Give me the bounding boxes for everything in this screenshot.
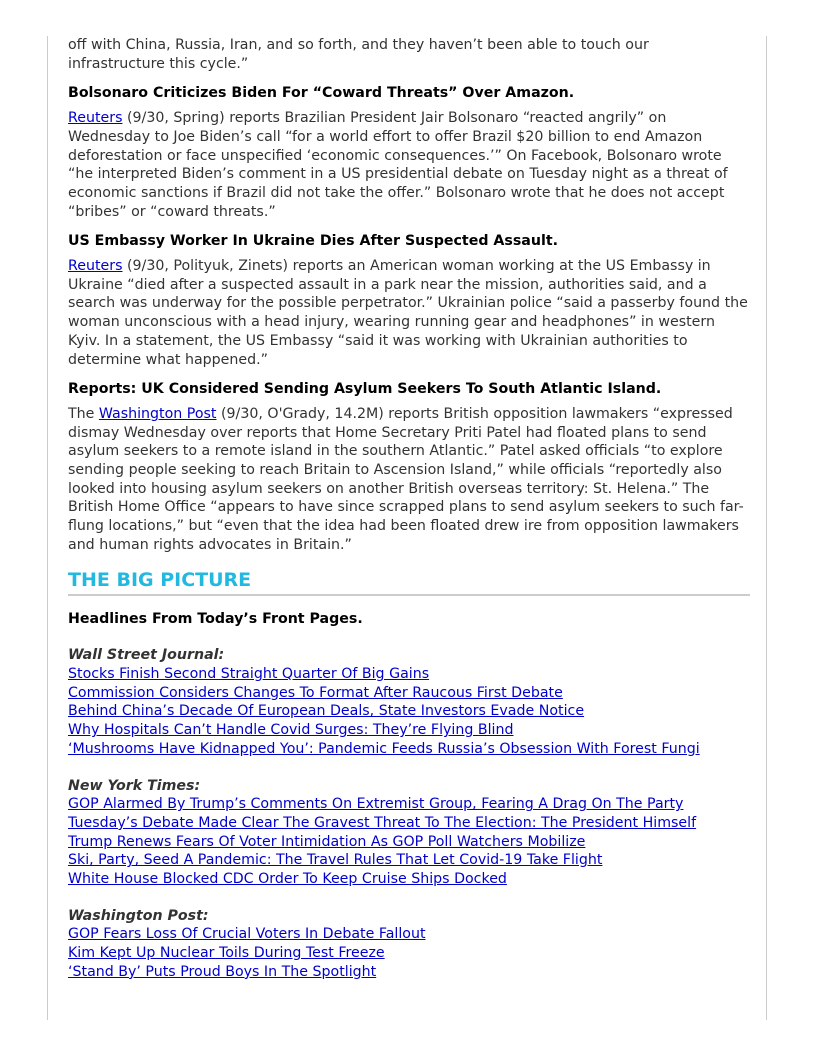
article-headline: Reports: UK Considered Sending Asylum Seekers To South Atlantic Island. [68, 381, 662, 398]
article-body [68, 405, 750, 555]
front-page-link[interactable]: Ski, Party, Seed A Pandemic: The Travel Rules That Let Covid-19 Take Flight [68, 852, 603, 869]
intro-paragraph-tail: off with China, Russia, Iran, and so forth, and they haven’t been able to touch our infrastructure this cycle.” [68, 37, 649, 72]
headline-group-wapo [68, 907, 750, 982]
article-prefix: The [68, 405, 99, 422]
article [68, 84, 750, 221]
section-subhead: Headlines From Today’s Front Pages. [68, 610, 363, 627]
front-page-link[interactable]: White House Blocked CDC Order To Keep Cruise Ships Docked [68, 871, 507, 888]
front-page-link[interactable]: Stocks Finish Second Straight Quarter Of Big Gains [68, 665, 430, 682]
headline-group-wsj [68, 646, 750, 758]
front-page-link[interactable]: Trump Renews Fears Of Voter Intimidation As GOP Poll Watchers Mobilize [68, 833, 586, 850]
front-page-link[interactable]: ‘Mushrooms Have Kidnapped You’: Pandemic Feeds Russia’s Obsession With Forest Fungi [68, 740, 700, 757]
article [68, 380, 750, 554]
newsletter-content [68, 36, 750, 982]
front-page-link[interactable]: Tuesday’s Debate Made Clear The Gravest Threat To The Election: The President Himself [68, 814, 697, 831]
front-page-link[interactable]: Why Hospitals Can’t Handle Covid Surges: They’re Flying Blind [68, 722, 514, 739]
front-page-link[interactable]: Commission Considers Changes To Format After Raucous First Debate [68, 684, 563, 701]
source-link[interactable]: Washington Post [98, 405, 217, 422]
front-page-link[interactable]: GOP Alarmed By Trump’s Comments On Extremist Group, Fearing A Drag On The Party [68, 796, 684, 813]
article-text: (9/30, Polityuk, Zinets) reports an American woman working at the US Embassy in Ukraine “died after a suspected assault in a park near the mission, authorities said, and a search was underway for the possible perpetrator.” Ukrainian police “said a passerby found the woman unconscious with a head injury, wearing running gear and headphones” in western Kyiv. In a statement, the US Embassy “said it was working with Ukrainian authorities to determine what happened.” [68, 258, 748, 368]
article [68, 232, 750, 369]
headline-group-nyt [68, 777, 750, 889]
article-headline: Bolsonaro Criticizes Biden For “Coward Threats” Over Amazon. [68, 85, 575, 102]
source-link[interactable]: Reuters [68, 110, 123, 127]
front-page-link[interactable]: ‘Stand By’ Puts Proud Boys In The Spotlight [68, 963, 377, 980]
front-page-link[interactable]: GOP Fears Loss Of Crucial Voters In Debate Fallout [68, 926, 426, 943]
publication-label: Washington Post: [68, 907, 209, 924]
publication-label: New York Times: [68, 777, 201, 794]
front-page-link[interactable]: Kim Kept Up Nuclear Toils During Test Freeze [68, 945, 385, 962]
front-page-link[interactable]: Behind China’s Decade Of European Deals, State Investors Evade Notice [68, 703, 585, 720]
publication-label: Wall Street Journal: [68, 647, 225, 664]
section-title: THE BIG PICTURE [68, 568, 750, 596]
article-text: (9/30, Spring) reports Brazilian President Jair Bolsonaro “reacted angrily” on Wednesday to Joe Biden’s call “for a world effort to offer Brazil $20 billion to end Amazon deforestation or face unspecified ‘economic consequences.’” On Facebook, Bolsonaro wrote “he interpreted Biden’s comment in a US presidential debate on Tuesday night as a threat of economic sanctions if Brazil did not take the offer.” Bolsonaro wrote that he does not accept “bribes” or “coward threats.” [68, 110, 728, 220]
article-headline: US Embassy Worker In Ukraine Dies After Suspected Assault. [68, 233, 558, 250]
source-link[interactable]: Reuters [68, 258, 123, 275]
article-body [68, 257, 750, 369]
article-text: (9/30, O'Grady, 14.2M) reports British opposition lawmakers “expressed dismay Wednesday over reports that Home Secretary Priti Patel had floated plans to send asylum seekers to a remote island in the southern Atlantic.” Patel asked officials “to explore sending people seeking to reach Britain to Ascension Island,” while officials “reportedly also looked into housing asylum seekers on another British overseas territory: St. Helena.” The British Home Office “appears to have since scrapped plans to send asylum seekers to such far-flung locations,” but “even that the idea had been floated drew ire from opposition lawmakers and human rights advocates in Britain.” [68, 405, 744, 553]
article-body [68, 109, 750, 221]
